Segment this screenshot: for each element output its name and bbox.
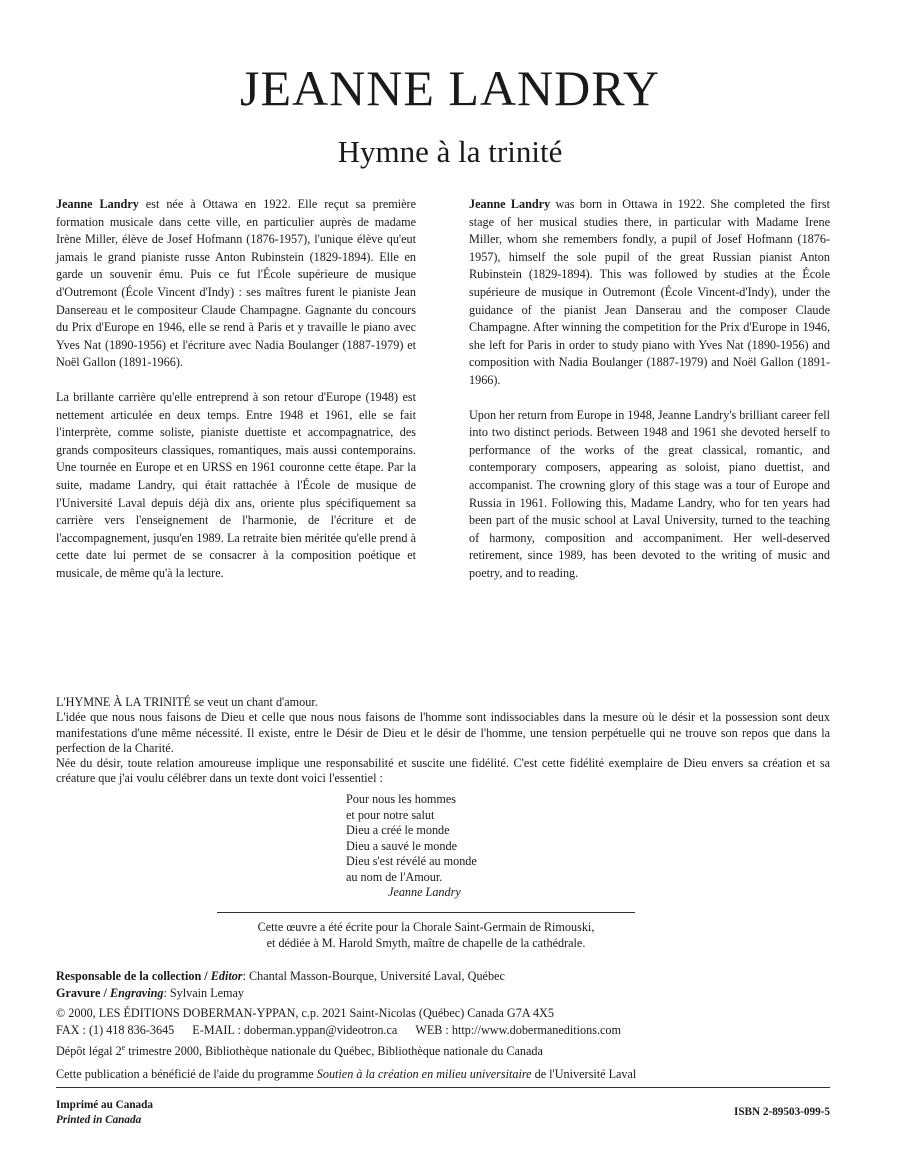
hymne-description <box>56 695 830 787</box>
hymne-line-1: L'HYMNE À LA TRINITÉ se veut un chant d'amour. <box>56 695 318 709</box>
funding-note: Cette publication a bénéficié de l'aide du programme Soutien à la création en milieu universitaire de l'Université Laval <box>56 1067 637 1082</box>
engraving-separator: / <box>100 986 110 1000</box>
bio-fr-text-1: est née à Ottawa en 1922. Elle reçut sa première formation musicale dans cette ville, en particulier auprès de madame Irène Miller, élève de Josef Hofmann (1876-1957), l'unique élève qu'eut jamais le grand pianiste russe Anton Rubinstein (1829-1894). Elle en garde un souvenir ému. Puis ce fut l'École supérieure de musique d'Outremont (École Vincent d'Indy) : ses maîtres furent le pianiste Jean Dansereau et le compositeur Claude Champagne. Gagnante du concours du Prix d'Europe en 1946, elle se rend à Paris et y travaille le piano avec Yves Nat (1890-1956) et l'écriture avec Nadia Boulanger (1887-1979) et Noël Gallon (1891-1966). <box>56 197 416 370</box>
poem-line: et pour notre salut <box>346 807 435 822</box>
bio-fr-paragraph-2: La brillante carrière qu'elle entreprend à son retour d'Europe (1948) est nettement articulée en deux temps. Entre 1948 et 1961, elle se fait l'interprète, comme soliste, pianiste duettiste et accompagnatrice, des grands compositeurs classiques, romantiques, mais aussi contemporains. Une tournée en Europe et en URSS en 1961 couronne cette étape. Par la suite, madame Landry, qui était rattachée à l'École de musique de l'Université Laval depuis déjà dix ans, oriente plus spécifiquement sa carrière vers l'enseignement de l'harmonie, de l'écriture et de l'accompagnement, jusqu'en 1989. La retraite bien méritée qu'elle prend à cette date lui permet de se consacrer à la composition poétique et musicale, de même qu'à la lecture. <box>56 389 416 580</box>
engraving-label-fr: Gravure <box>56 986 101 1000</box>
website: WEB : http://www.dobermaneditions.com <box>415 1023 621 1037</box>
bio-fr-name: Jeanne Landry <box>56 197 139 211</box>
superscript-e: e <box>121 1043 126 1052</box>
editor-credit <box>56 968 836 985</box>
engraving-value: : Sylvain Lemay <box>163 986 245 1000</box>
bio-en-name: Jeanne Landry <box>469 197 551 211</box>
biography-french <box>56 196 416 599</box>
poem-signature: Jeanne Landry <box>388 885 461 899</box>
dedication <box>217 912 635 951</box>
engraving-credit <box>56 985 836 1002</box>
poem-line: Pour nous les hommes <box>346 792 457 806</box>
biography-english <box>469 196 830 599</box>
hymne-line-3: Née du désir, toute relation amoureuse implique une responsabilité et suscite une fidélité. C'est cette fidélité exemplaire de Dieu envers sa création et sa créature que j'ai voulu célébrer dans un texte dont voici l'essentiel : <box>56 756 830 786</box>
hymne-line-2: L'idée que nous nous faisons de Dieu et celle que nous nous faisons de l'homme sont indissociables dans la mesure où le désir et la possession sont deux manifestations d'une même nécessité. Il existe, entre le Désir de Dieu et le désir de l'homme, une tension perpétuelle qui ne trouve son repos que dans la perfection de la Charité. <box>56 710 830 755</box>
editor-label-en: Editor <box>210 969 243 983</box>
composer-name: JEANNE LANDRY <box>240 60 660 116</box>
contact-line <box>56 1022 836 1039</box>
editor-separator: / <box>201 969 211 983</box>
footer-divider <box>56 1087 830 1088</box>
printed-en: Printed in Canada <box>56 1114 142 1126</box>
poem-line: Dieu a créé le monde <box>346 823 450 837</box>
bio-en-text-1: was born in Ottawa in 1922. She completed the first stage of her musical studies there, in particular with Madame Irene Miller, whom she remembers fondly, a pupil of Josef Hofmann (1876-1957), himself the sole pupil of the great Russian pianist Anton Rubinstein (1829-1894). This was followed by studies at the École supérieure de musique in Outremont (École Vincent-d'Indy), under the guidance of the pianist Jean Danserau and the composer Claude Champagne. After winning the competition for the Prix d'Europe in 1946, she left for Paris in order to study piano with Yves Nat (1890-1956) and composition with Nadia Boulanger (1887-1979) and Noël Gallon (1891-1966). <box>469 197 830 387</box>
editor-value: : Chantal Masson-Bourque, Université Laval, Québec <box>242 969 505 983</box>
legal-deposit: Dépôt légal 2e trimestre 2000, Bibliothèque nationale du Québec, Bibliothèque nationale du Canada <box>56 1043 543 1059</box>
program-name: Soutien à la création en milieu universitaire <box>316 1067 532 1082</box>
fax: FAX : (1) 418 836-3645 <box>56 1023 175 1037</box>
poem <box>346 792 606 901</box>
printed-fr: Imprimé au Canada <box>56 1099 153 1111</box>
engraving-label-en: Engraving <box>109 986 164 1000</box>
editor-label-fr: Responsable de la collection <box>56 969 202 983</box>
poem-line: au nom de l'Amour. <box>346 869 443 884</box>
work-title: Hymne à la trinité <box>337 134 563 169</box>
copyright: © 2000, LES ÉDITIONS DOBERMAN-YPPAN, c.p. 2021 Saint-Nicolas (Québec) Canada G7A 4X5 <box>56 1006 554 1020</box>
credits <box>56 968 836 1083</box>
printed-in <box>56 1098 153 1128</box>
bio-en-paragraph-2: Upon her return from Europe in 1948, Jeanne Landry's brilliant career fell into two distinct periods. Between 1948 and 1961 she devoted herself to performance of the works of the great classical, romantic, and contemporary composers, appearing as soloist, piano duettist, and accompanist. The crowning glory of this stage was a tour of Europe and Russia in 1961. Following this, Madame Landry, who for ten years had been part of the music school at Laval University, turned to the teaching of harmony, composition and accompaniment. Her well-deserved retirement, since 1989, has been devoted to the writing of music and poetry, and to reading. <box>469 407 830 580</box>
dedication-line-2: et dédiée à M. Harold Smyth, maître de chapelle de la cathédrale. <box>266 936 586 950</box>
poem-line: Dieu a sauvé le monde <box>346 838 458 853</box>
isbn: ISBN 2-89503-099-5 <box>733 1106 830 1118</box>
email: E-MAIL : doberman.yppan@videotron.ca <box>192 1023 398 1037</box>
poem-line: Dieu s'est révélé au monde <box>346 854 477 868</box>
dedication-line-1: Cette œuvre a été écrite pour la Chorale Saint-Germain de Rimouski, <box>257 920 595 934</box>
bio-fr-paragraph-1 <box>56 196 416 372</box>
bio-en-paragraph-1 <box>469 196 830 390</box>
